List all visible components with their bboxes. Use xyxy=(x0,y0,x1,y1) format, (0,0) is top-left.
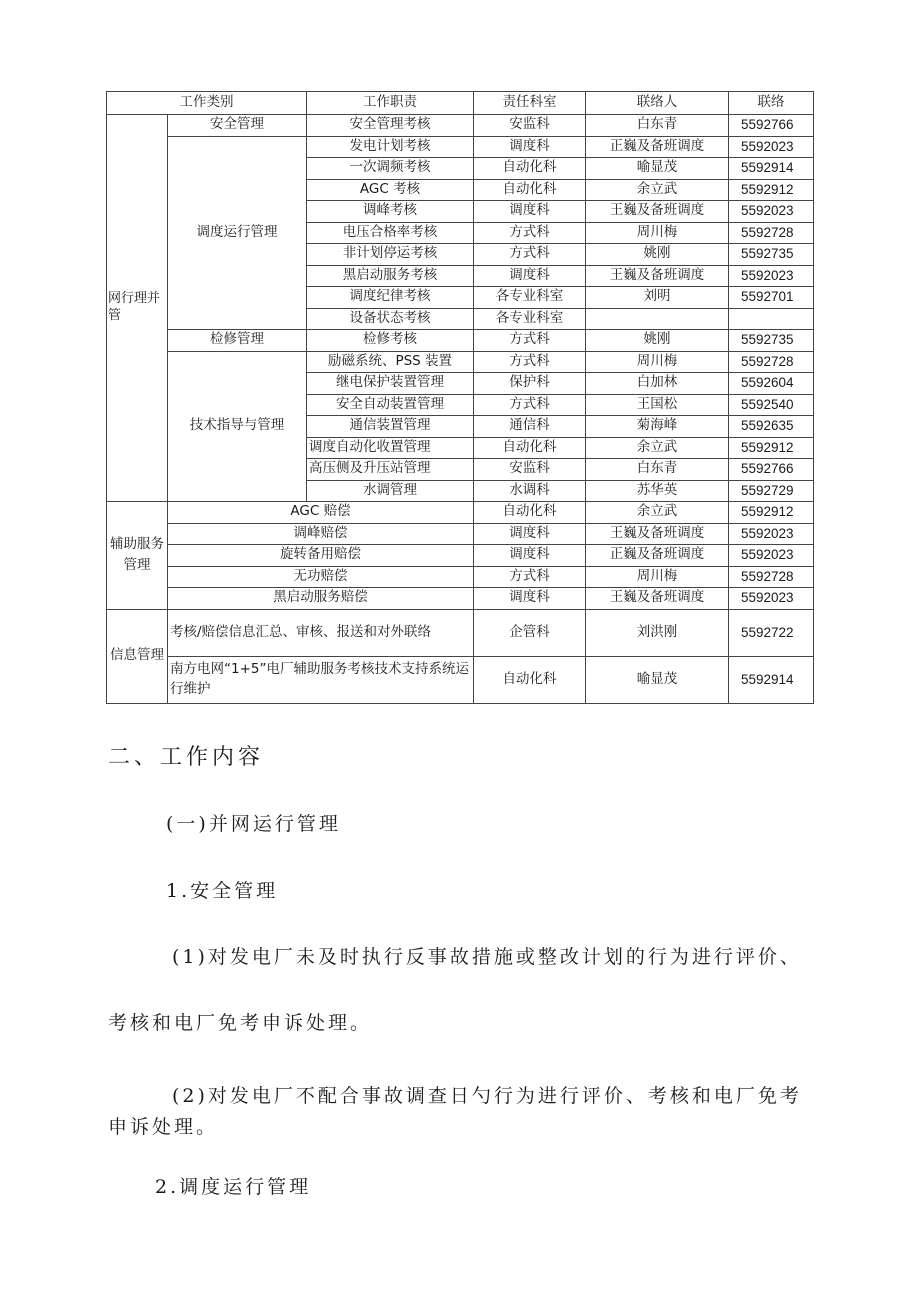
duty-cell: 非计划停运考核 xyxy=(307,244,474,266)
phone-cell: 5592914 xyxy=(729,158,814,180)
dept-cell: 方式科 xyxy=(474,222,586,244)
duty-cell: 设备状态考核 xyxy=(307,308,474,330)
phone-cell: 5592604 xyxy=(729,373,814,395)
subgroup-tech: 技术指导与管理 xyxy=(168,351,307,502)
dept-cell: 通信科 xyxy=(474,416,586,438)
phone-cell: 5592912 xyxy=(729,179,814,201)
dept-cell: 保护科 xyxy=(474,373,586,395)
table-row xyxy=(107,351,814,373)
table-row xyxy=(107,656,814,703)
duty-cell: 发电计划考核 xyxy=(307,136,474,158)
table-row xyxy=(107,136,814,158)
contact-cell: 喻显茂 xyxy=(586,656,729,703)
contact-cell xyxy=(586,308,729,330)
dept-cell: 调度科 xyxy=(474,545,586,567)
dept-cell: 自动化科 xyxy=(474,179,586,201)
table-header-row xyxy=(107,92,814,115)
duty-cell: 调度纪律考核 xyxy=(307,287,474,309)
contact-cell: 正巍及备班调度 xyxy=(586,545,729,567)
dept-cell: 方式科 xyxy=(474,351,586,373)
phone-cell: 5592540 xyxy=(729,394,814,416)
contact-cell: 余立武 xyxy=(586,179,729,201)
dept-cell: 自动化科 xyxy=(474,437,586,459)
contact-cell: 周川梅 xyxy=(586,351,729,373)
header-phone: 联络 xyxy=(729,92,814,115)
table-row xyxy=(107,115,814,137)
item-heading-dispatch: 2.调度运行管理 xyxy=(155,1176,312,1198)
subgroup-safety: 安全管理 xyxy=(168,115,307,137)
responsibility-table xyxy=(106,91,814,704)
dept-cell: 自动化科 xyxy=(474,158,586,180)
dept-cell: 各专业科室 xyxy=(474,287,586,309)
contact-cell: 菊海峰 xyxy=(586,416,729,438)
phone-cell: 5592023 xyxy=(729,201,814,223)
duty-cell: 通信装置管理 xyxy=(307,416,474,438)
dept-cell: 安监科 xyxy=(474,115,586,137)
contact-cell: 苏华英 xyxy=(586,480,729,502)
paragraph-1-line-2: 考核和电厂免考申诉处理。 xyxy=(108,1012,373,1034)
duty-cell: 继电保护装置管理 xyxy=(307,373,474,395)
contact-cell: 白东青 xyxy=(586,459,729,481)
phone-cell: 5592912 xyxy=(729,502,814,524)
contact-cell: 姚刚 xyxy=(586,244,729,266)
duty-cell: 调峰考核 xyxy=(307,201,474,223)
subsection-heading: (一)并网运行管理 xyxy=(166,813,341,835)
contact-cell: 王巍及备班调度 xyxy=(586,201,729,223)
subgroup-maintenance: 检修管理 xyxy=(168,330,307,352)
table-row xyxy=(107,566,814,588)
phone-cell: 5592766 xyxy=(729,115,814,137)
contact-cell: 王巍及备班调度 xyxy=(586,588,729,610)
phone-cell: 5592023 xyxy=(729,545,814,567)
phone-cell: 5592728 xyxy=(729,351,814,373)
dept-cell: 方式科 xyxy=(474,244,586,266)
phone-cell: 5592701 xyxy=(729,287,814,309)
duty-cell: 检修考核 xyxy=(307,330,474,352)
duty-cell: 南方电网“1+5”电厂辅助服务考核技术支持系统运行维护 xyxy=(168,656,474,703)
contact-cell: 王巍及备班调度 xyxy=(586,523,729,545)
paragraph-1-line-1: (1)对发电厂未及时执行反事故措施或整改计划的行为进行评价、 xyxy=(172,946,802,968)
duty-cell: 安全管理考核 xyxy=(307,115,474,137)
contact-cell: 余立武 xyxy=(586,437,729,459)
contact-cell: 王巍及备班调度 xyxy=(586,265,729,287)
duty-cell: 无功赔偿 xyxy=(168,566,474,588)
phone-cell: 5592722 xyxy=(729,609,814,656)
duty-cell: 调峰赔偿 xyxy=(168,523,474,545)
contact-cell: 刘洪刚 xyxy=(586,609,729,656)
contact-cell: 姚刚 xyxy=(586,330,729,352)
phone-cell: 5592914 xyxy=(729,656,814,703)
header-dept: 责任科室 xyxy=(474,92,586,115)
phone-cell: 5592023 xyxy=(729,136,814,158)
dept-cell: 调度科 xyxy=(474,523,586,545)
paragraph-2-line-1: (2)对发电厂不配合事故调查日勺行为进行评价、考核和电厂免考 xyxy=(172,1085,802,1107)
dept-cell: 调度科 xyxy=(474,588,586,610)
dept-cell: 自动化科 xyxy=(474,502,586,524)
phone-cell: 5592735 xyxy=(729,244,814,266)
contact-cell: 周川梅 xyxy=(586,566,729,588)
duty-cell: AGC 考核 xyxy=(307,179,474,201)
duty-cell: AGC 赔偿 xyxy=(168,502,474,524)
duty-cell: 调度自动化收置管理 xyxy=(307,437,474,459)
dept-cell: 企管科 xyxy=(474,609,586,656)
duty-cell: 安全自动装置管理 xyxy=(307,394,474,416)
phone-cell: 5592635 xyxy=(729,416,814,438)
table-row xyxy=(107,330,814,352)
group-grid-operation: 网行理并管 xyxy=(107,115,168,502)
table-row xyxy=(107,545,814,567)
contact-cell: 周川梅 xyxy=(586,222,729,244)
phone-cell: 5592023 xyxy=(729,588,814,610)
dept-cell: 调度科 xyxy=(474,265,586,287)
table-row xyxy=(107,588,814,610)
table-row xyxy=(107,523,814,545)
dept-cell: 调度科 xyxy=(474,201,586,223)
dept-cell: 方式科 xyxy=(474,394,586,416)
duty-cell: 黑启动服务赔偿 xyxy=(168,588,474,610)
contact-cell: 刘明 xyxy=(586,287,729,309)
dept-cell: 安监科 xyxy=(474,459,586,481)
contact-cell: 喻显茂 xyxy=(586,158,729,180)
dept-cell: 各专业科室 xyxy=(474,308,586,330)
duty-cell: 旋转备用赔偿 xyxy=(168,545,474,567)
group-info-management: 信息管理 xyxy=(107,609,168,703)
phone-cell: 5592912 xyxy=(729,437,814,459)
group-aux-service: 辅助服务管理 xyxy=(107,502,168,610)
subgroup-dispatch: 调度运行管理 xyxy=(168,136,307,330)
contact-cell: 正巍及备班调度 xyxy=(586,136,729,158)
header-category: 工作类别 xyxy=(107,92,307,115)
duty-cell: 考核/赔偿信息汇总、审核、报送和对外联络 xyxy=(168,609,474,656)
table-row xyxy=(107,502,814,524)
duty-cell: 水调管理 xyxy=(307,480,474,502)
table-row xyxy=(107,609,814,656)
dept-cell: 方式科 xyxy=(474,566,586,588)
dept-cell: 水调科 xyxy=(474,480,586,502)
contact-cell: 白加林 xyxy=(586,373,729,395)
phone-cell: 5592728 xyxy=(729,566,814,588)
dept-cell: 自动化科 xyxy=(474,656,586,703)
phone-cell: 5592023 xyxy=(729,523,814,545)
duty-cell: 励磁系统、PSS 装置 xyxy=(307,351,474,373)
header-contact: 联络人 xyxy=(586,92,729,115)
duty-cell: 电压合格率考核 xyxy=(307,222,474,244)
header-duty: 工作职责 xyxy=(307,92,474,115)
dept-cell: 方式科 xyxy=(474,330,586,352)
phone-cell: 5592728 xyxy=(729,222,814,244)
contact-cell: 白东青 xyxy=(586,115,729,137)
phone-cell: 5592766 xyxy=(729,459,814,481)
phone-cell xyxy=(729,308,814,330)
dept-cell: 调度科 xyxy=(474,136,586,158)
phone-cell: 5592735 xyxy=(729,330,814,352)
phone-cell: 5592023 xyxy=(729,265,814,287)
phone-cell: 5592729 xyxy=(729,480,814,502)
contact-cell: 王国松 xyxy=(586,394,729,416)
duty-cell: 黑启动服务考核 xyxy=(307,265,474,287)
paragraph-2-line-2: 申诉处理。 xyxy=(108,1116,219,1138)
duty-cell: 高压侧及升压站管理 xyxy=(307,459,474,481)
section-heading: 二、工作内容 xyxy=(108,745,265,770)
contact-cell: 余立武 xyxy=(586,502,729,524)
item-heading-safety: 1.安全管理 xyxy=(166,880,279,902)
duty-cell: 一次调频考核 xyxy=(307,158,474,180)
